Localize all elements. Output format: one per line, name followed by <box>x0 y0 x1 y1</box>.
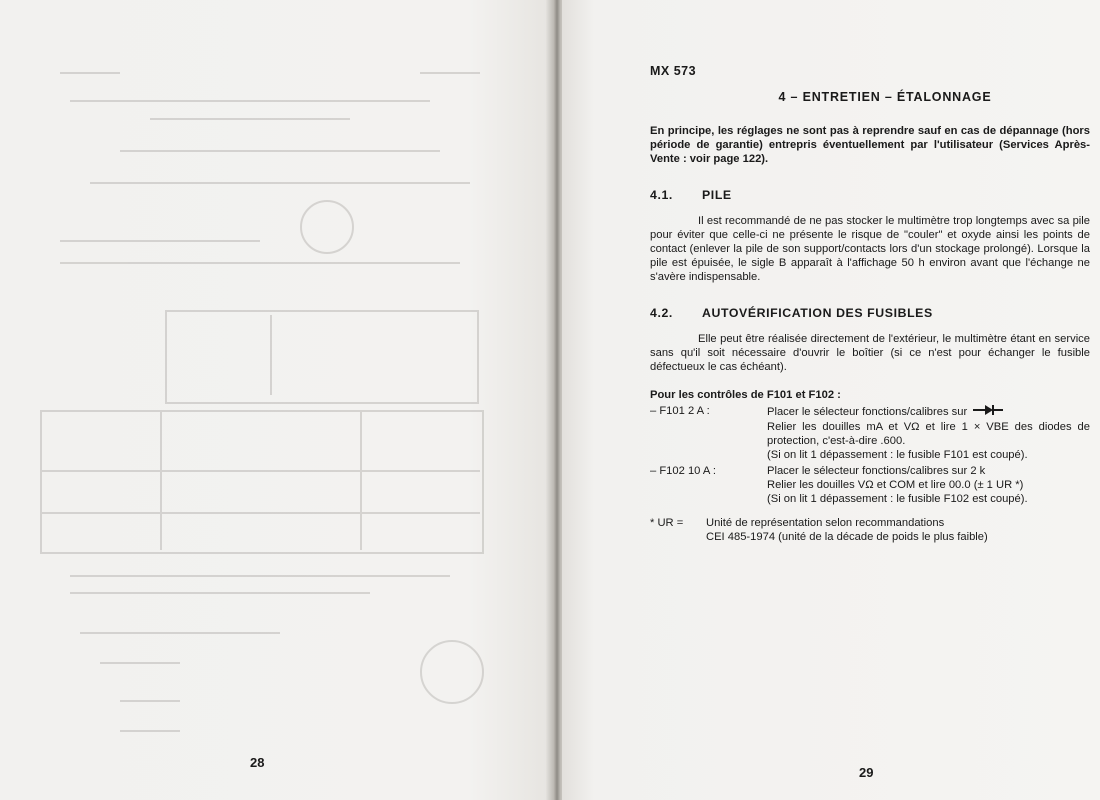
section-number: 4.2. <box>650 306 673 320</box>
control-line: Relier les douilles mA et VΩ et lire 1 × VBE des diodes de protection, c'est-à-dire .600. <box>767 421 1090 447</box>
footnote-line: CEI 485-1974 (unité de la décade de poids le plus faible) <box>706 531 988 543</box>
chapter-title: 4 – ENTRETIEN – ÉTALONNAGE <box>778 90 992 104</box>
section-number: 4.1. <box>650 188 673 202</box>
fusibles-paragraph: Elle peut être réalisée directement de l'extérieur, le multimètre étant en service sans qu'il soit nécessaire d'ouvrir le boîtier (si ce n'est pour échanger le fusible défectueux le cas échéant). <box>650 333 1090 373</box>
diode-icon <box>973 404 1003 420</box>
pile-paragraph: Il est recommandé de ne pas stocker le multimètre trop longtemps avec sa pile pour éviter que celle-ci ne présente le risque de "couler" et oxyde ainsi les points de contact (enlever la pile de son support/contacts lors d'un stockage prolongé). Lorsque la pile est épuisée, le sigle B apparaît à l'affichage 50 h environ avant que l'échange ne s'avère indispensable. <box>650 215 1090 283</box>
footnote-text <box>706 516 1090 544</box>
control-line: Placer le sélecteur fonctions/calibres sur 2 k <box>767 465 986 477</box>
control-line: (Si on lit 1 dépassement : le fusible F101 est coupé). <box>767 449 1028 461</box>
control-line: Relier les douilles VΩ et COM et lire 00.0 (± 1 UR *) <box>767 479 1024 491</box>
right-page <box>562 0 1100 800</box>
footnote <box>650 516 1090 544</box>
intro-note: En principe, les réglages ne sont pas à reprendre sauf en cas de dépannage (hors période de garantie) entrepris éventuellement par l'utilisateur (Services Après-Vente : voir page 122). <box>650 125 1090 165</box>
section-heading: PILE <box>702 188 732 202</box>
control-item-f102 <box>650 464 1090 506</box>
control-label: – F101 2 A : <box>650 405 710 417</box>
control-item-f101 <box>650 404 1090 462</box>
section-heading: AUTOVÉRIFICATION DES FUSIBLES <box>702 306 933 320</box>
control-label: – F102 10 A : <box>650 465 716 477</box>
control-line: (Si on lit 1 dépassement : le fusible F102 est coupé). <box>767 493 1028 505</box>
section-title-pile <box>650 188 1090 202</box>
controls-heading: Pour les contrôles de F101 et F102 : <box>650 389 841 401</box>
control-line-text: Placer le sélecteur fonctions/calibres sur <box>767 405 968 418</box>
page-number-right: 29 <box>859 765 874 780</box>
page-number-left: 28 <box>250 755 265 770</box>
control-description <box>767 404 1090 462</box>
model-header: MX 573 <box>650 64 697 78</box>
section-title-fusibles <box>650 306 1090 320</box>
footnote-mark: * UR = <box>650 517 684 529</box>
right-page-content <box>650 64 1090 544</box>
footnote-line: Unité de représentation selon recommandations <box>706 517 945 529</box>
control-line <box>767 404 1090 420</box>
control-description <box>767 464 1090 506</box>
